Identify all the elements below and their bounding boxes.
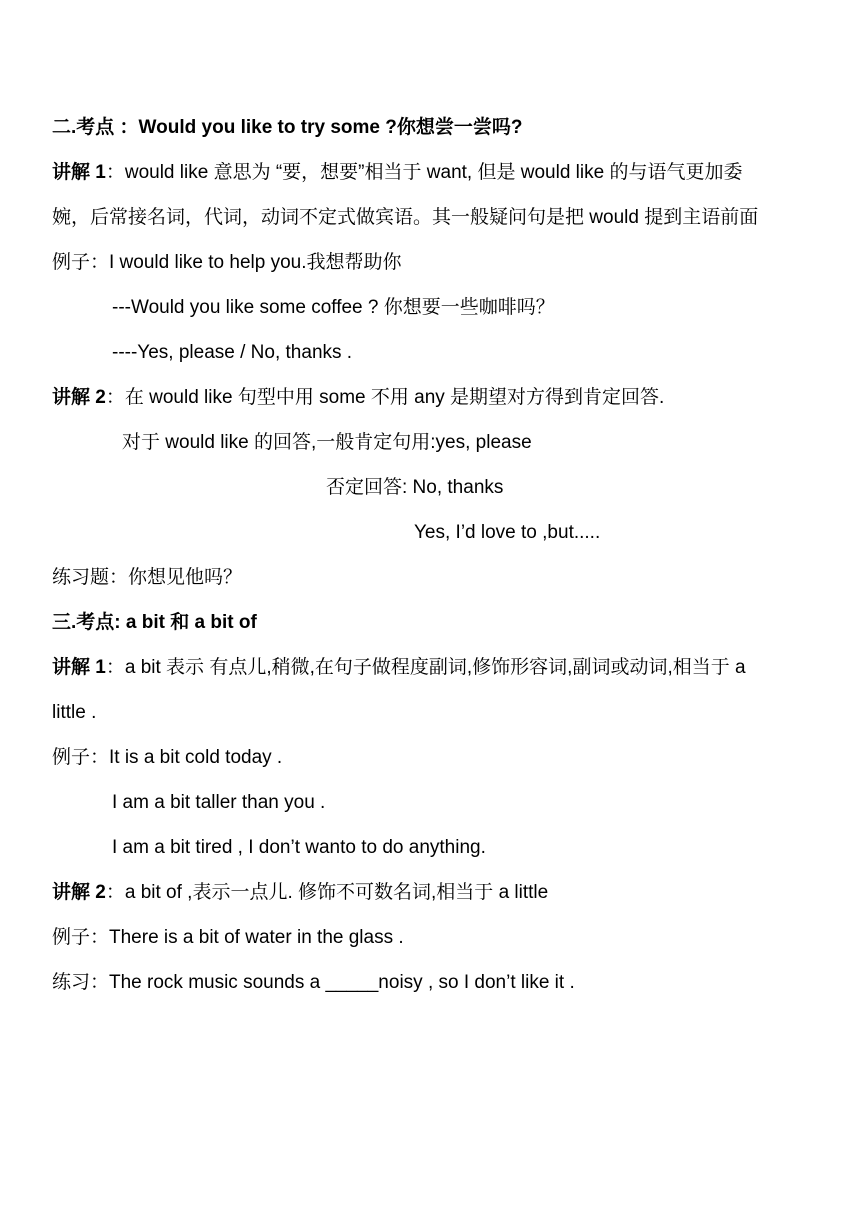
section-2-explanation-1-line-1 bbox=[52, 161, 742, 185]
explanation-label: 讲解 2 bbox=[52, 882, 106, 903]
section-3-explanation-1-line-1 bbox=[52, 656, 746, 680]
explanation-text: ：a bit of ,表示一点儿. 修饰不可数名词,相当于 a little bbox=[105, 882, 549, 903]
section-2-explanation-2-line-4: Yes, I’d love to ,but..... bbox=[414, 522, 601, 543]
section-2-practice: 练习题：你想见他吗？ bbox=[52, 567, 243, 588]
section-2-example: 例子：I would like to help you.我想帮助你 bbox=[52, 252, 402, 273]
explanation-label: 讲解 1 bbox=[52, 162, 106, 183]
section-3-example-1: 例子：It is a bit cold today . bbox=[52, 747, 283, 768]
explanation-text: ：a bit 表示 有点儿,稍微,在句子做程度副词,修饰形容词,副词或动词,相当于 a bbox=[105, 657, 746, 678]
explanation-label: 讲解 1 bbox=[52, 657, 106, 678]
section-2-explanation-2-line-1 bbox=[52, 386, 664, 410]
section-3-example-4: 例子：There is a bit of water in the glass . bbox=[52, 927, 404, 948]
section-3-heading: 三.考点: a bit 和 a bit of bbox=[52, 612, 257, 633]
section-2-explanation-2-line-3: 否定回答: No, thanks bbox=[326, 477, 504, 498]
section-3-explanation-1-line-2: little . bbox=[52, 702, 97, 723]
section-3-explanation-2-line-1 bbox=[52, 881, 548, 905]
section-3-example-3: I am a bit tired , I don’t wanto to do anything. bbox=[112, 837, 486, 858]
section-3-example-2: I am a bit taller than you . bbox=[112, 792, 326, 813]
explanation-text: ：would like 意思为 “要，想要”相当于 want, 但是 would like 的与语气更加委 bbox=[105, 162, 743, 183]
section-2-example-answer: ----Yes, please / No, thanks . bbox=[112, 342, 353, 363]
section-2-example-question: ---Would you like some coffee ? 你想要一些咖啡吗？ bbox=[112, 297, 555, 318]
section-2-explanation-1-line-2: 婉，后常接名词，代词，动词不定式做宾语。其一般疑问句是把 would 提到主语前面 bbox=[52, 207, 759, 228]
explanation-label: 讲解 2 bbox=[52, 387, 106, 408]
section-2-heading: 二.考点 ：Would you like to try some ?你想尝一尝吗? bbox=[52, 117, 523, 138]
section-2-explanation-2-line-2: 对于 would like 的回答,一般肯定句用:yes, please bbox=[122, 432, 532, 453]
explanation-text: ：在 would like 句型中用 some 不用 any 是期望对方得到肯定回答. bbox=[105, 387, 665, 408]
section-3-practice: 练习：The rock music sounds a _____noisy , so I don’t like it . bbox=[52, 972, 575, 993]
